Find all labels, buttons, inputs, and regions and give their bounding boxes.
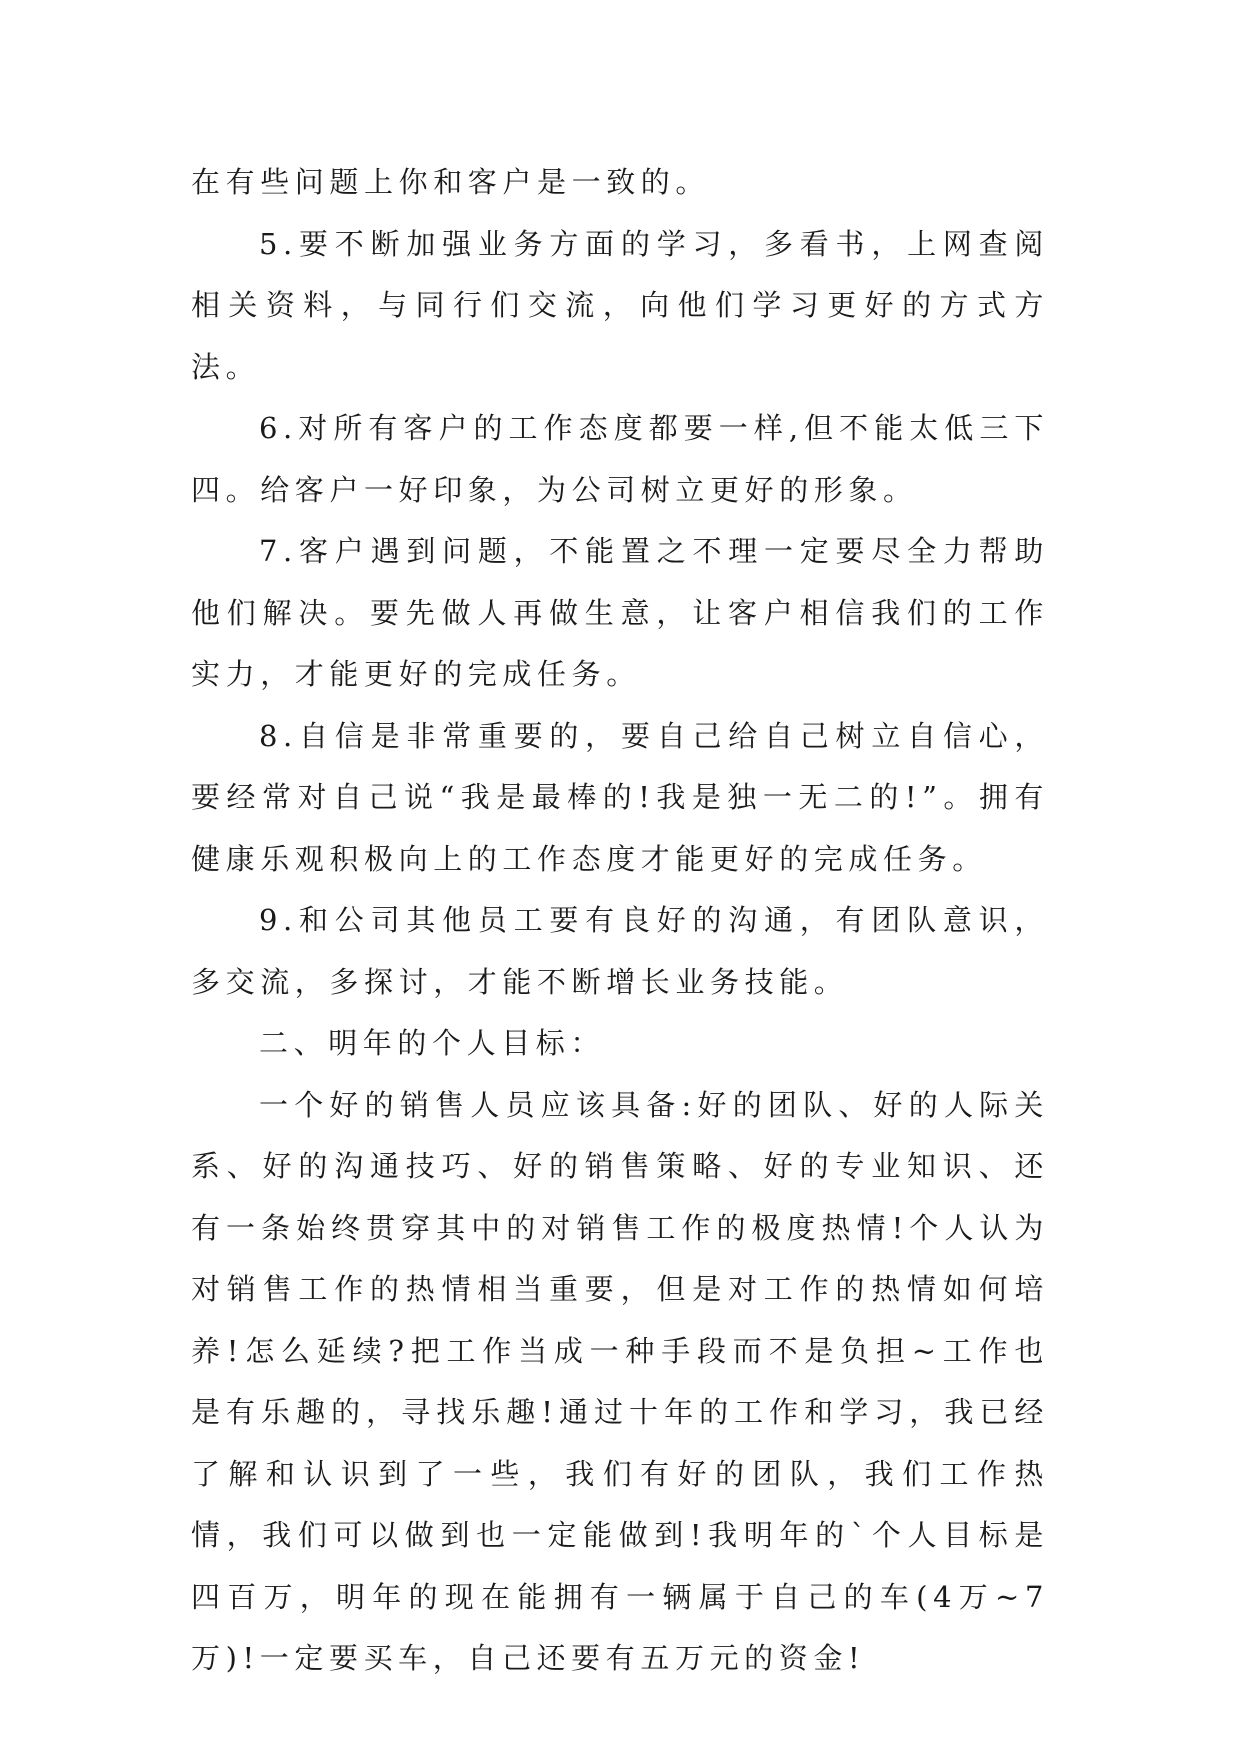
paragraph-item-7: 7.客户遇到问题，不能置之不理一定要尽全力帮助他们解决。要先做人再做生意，让客户相信我们的工作实力，才能更好的完成任务。 bbox=[191, 534, 1049, 691]
paragraph-item-9: 9.和公司其他员工要有良好的沟通，有团队意识，多交流，多探讨，才能不断增长业务技能。 bbox=[191, 903, 1049, 999]
paragraph-item-5: 5.要不断加强业务方面的学习，多看书，上网查阅相关资料，与同行们交流，向他们学习更好的方式方法。 bbox=[191, 226, 1049, 384]
paragraph-item-8: 8.自信是非常重要的，要自己给自己树立自信心，要经常对自己说“我是最棒的!我是独一无二的!”。拥有健康乐观积极向上的工作态度才能更好的完成任务。 bbox=[191, 718, 1049, 876]
section-heading: 二、明年的个人目标： bbox=[259, 1026, 606, 1060]
document-body bbox=[191, 152, 1049, 1690]
paragraph-personal-goal: 一个好的销售人员应该具备:好的团队、好的人际关系、好的沟通技巧、好的销售策略、好的专业知识、还有一条始终贯穿其中的对销售工作的极度热情!个人认为对销售工作的热情相当重要，但是对工作的热情如何培养!怎么延续?把工作当成一种手段而不是负担~工作也是有乐趣的，寻找乐趣!通过十年的工作和学习，我已经了解和认识到了一些，我们有好的团队，我们工作热情，我们可以做到也一定能做到!我明年的`个人目标是四百万，明年的现在能拥有一辆属于自己的车(4万~7万)!一定要买车，自己还要有五万元的资金! bbox=[191, 1087, 1049, 1675]
paragraph-continuation: 在有些问题上你和客户是一致的。 bbox=[191, 165, 711, 199]
paragraph-item-6: 6.对所有客户的工作态度都要一样,但不能太低三下四。给客户一好印象，为公司树立更好的形象。 bbox=[191, 411, 1049, 507]
